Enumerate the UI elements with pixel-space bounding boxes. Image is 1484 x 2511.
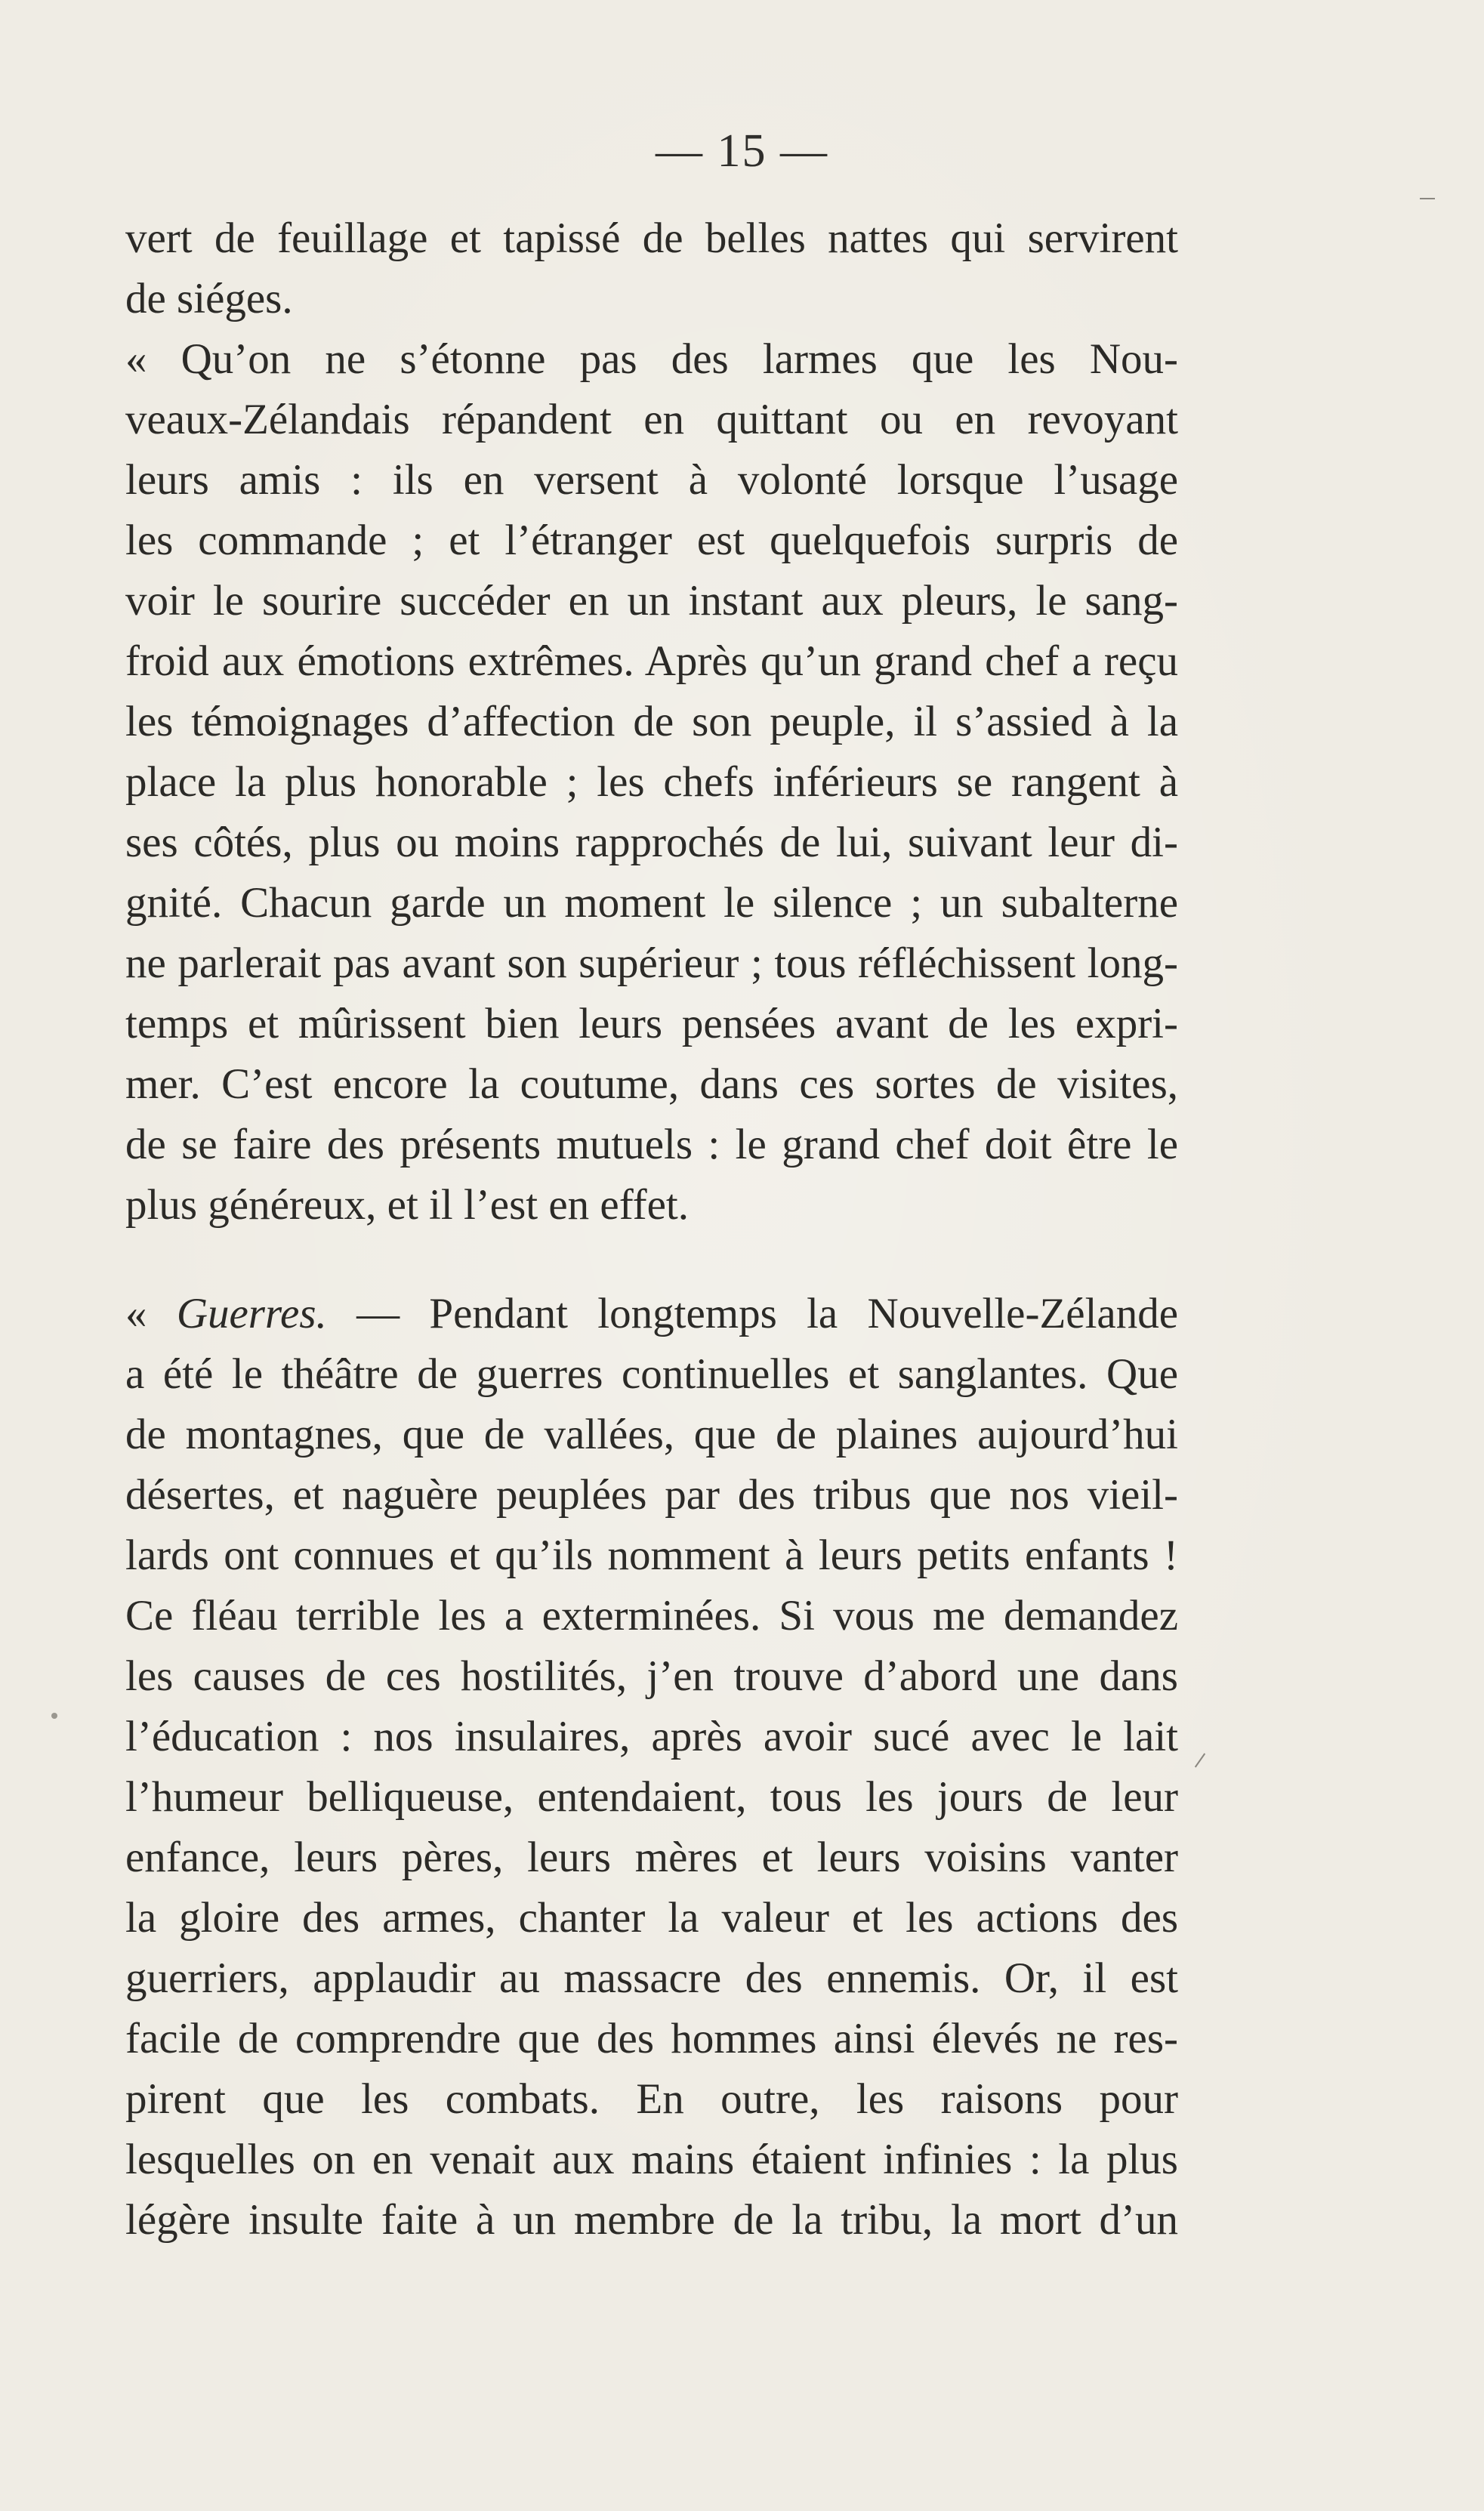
text-line: ses côtés, plus ou moins rapprochés de lui, suivant leur di-	[125, 819, 1178, 866]
text-line: pirent que les combats. En outre, les raisons pour	[125, 2075, 1178, 2123]
text-line: leurs amis : ils en versent à volonté lorsque l’usage	[125, 456, 1178, 504]
text-line: plus généreux, et il l’est en effet.	[125, 1181, 690, 1229]
text-line: veaux-Zélandais répandent en quittant ou en revoyant	[125, 396, 1178, 443]
text-line: lesquelles on en venait aux mains étaient infinies : la plus	[125, 2136, 1178, 2183]
text-line: désertes, et naguère peuplées par des tribus que nos vieil-	[125, 1471, 1178, 1519]
text-line: l’éducation : nos insulaires, après avoir sucé avec le lait	[125, 1713, 1178, 1760]
heading-open-quote: «	[125, 1290, 177, 1337]
text-line: vert de feuillage et tapissé de belles nattes qui servirent	[125, 214, 1178, 262]
text-line: ne parlerait pas avant son supérieur ; tous réfléchissent long-	[125, 939, 1178, 987]
text-line: les causes de ces hostilités, j’en trouve d’abord une dans	[125, 1652, 1178, 1700]
section-heading-line	[125, 1284, 1178, 1344]
text-line: gnité. Chacun garde un moment le silence ; un subalterne	[125, 879, 1178, 927]
text-line: lards ont connues et qu’ils nomment à leurs petits enfants !	[125, 1532, 1178, 1579]
text-line: « Qu’on ne s’étonne pas des larmes que les Nou-	[125, 335, 1178, 383]
text-line: la gloire des armes, chanter la valeur et les actions des	[125, 1894, 1178, 1942]
scan-speck	[1420, 198, 1435, 199]
page-number: — 15 —	[656, 125, 828, 177]
scan-speck	[51, 1713, 57, 1719]
text-line: froid aux émotions extrêmes. Après qu’un grand chef a reçu	[125, 637, 1178, 685]
text-line: légère insulte faite à un membre de la tribu, la mort d’un	[125, 2196, 1178, 2244]
text-line: enfance, leurs pères, leurs mères et leurs voisins vanter	[125, 1834, 1178, 1881]
text-line: les témoignages d’affection de son peuple, il s’assied à la	[125, 698, 1178, 745]
text-line: Ce fléau terrible les a exterminées. Si vous me demandez	[125, 1592, 1178, 1640]
text-line: l’humeur belliqueuse, entendaient, tous les jours de leur	[125, 1773, 1178, 1821]
text-line: place la plus honorable ; les chefs inférieurs se rangent à	[125, 758, 1178, 806]
text-line: les commande ; et l’étranger est quelquefois surpris de	[125, 517, 1178, 564]
text-line: de se faire des présents mutuels : le grand chef doit être le	[125, 1121, 1178, 1168]
text-line: de siéges.	[125, 275, 293, 322]
text-line: voir le sourire succéder en un instant aux pleurs, le sang-	[125, 577, 1178, 625]
heading-text: — Pendant longtemps la Nouvelle-Zélande	[326, 1290, 1179, 1337]
section-heading: Guerres.	[176, 1290, 327, 1337]
scan-speck	[1195, 1753, 1205, 1767]
text-line: temps et mûrissent bien leurs pensées avant de les expri-	[125, 1000, 1178, 1047]
text-line: facile de comprendre que des hommes ainsi élevés ne res-	[125, 2015, 1178, 2062]
text-line: mer. C’est encore la coutume, dans ces sortes de visites,	[125, 1060, 1178, 1108]
text-line: a été le théâtre de guerres continuelles et sanglantes. Que	[125, 1350, 1178, 1398]
text-line: de montagnes, que de vallées, que de plaines aujourd’hui	[125, 1411, 1178, 1458]
text-line: guerriers, applaudir au massacre des ennemis. Or, il est	[125, 1954, 1178, 2002]
